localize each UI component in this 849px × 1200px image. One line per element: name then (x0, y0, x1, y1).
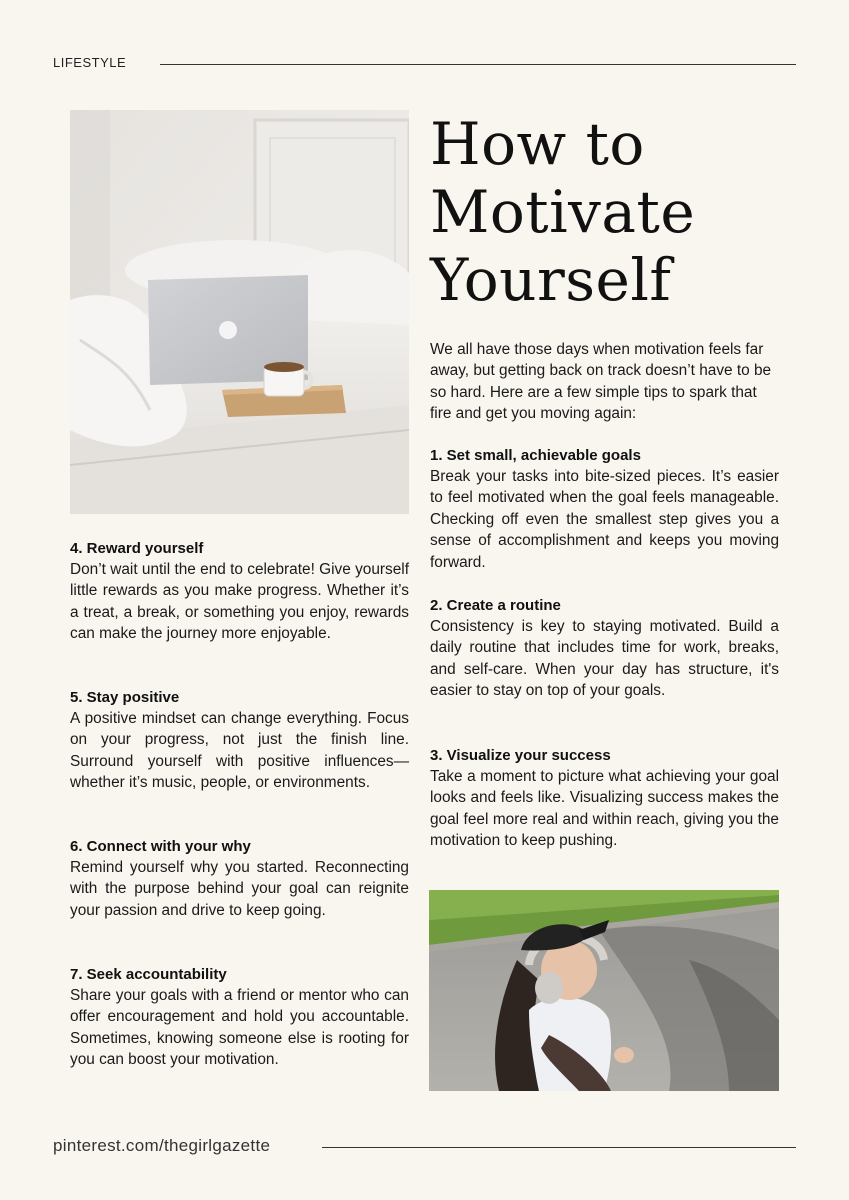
tip-body: Consistency is key to staying motivated. Build a daily routine that includes time for work, breaks, and self-care. When your day has structure, it's easier to stay on top of your goals. (430, 618, 779, 700)
tip-heading: 6. Connect with your why (70, 838, 251, 855)
footer-source-url[interactable]: pinterest.com/thegirlgazette (53, 1136, 271, 1155)
tip-5 (70, 687, 409, 794)
intro-paragraph: We all have those days when motivation feels far away, but getting back on track doesn’t have to be so hard. Here are a few simple tips to spark that fire and get you moving again: (430, 341, 772, 423)
tip-body: Don’t wait until the end to celebrate! Give yourself little rewards as you make progress. Whether it’s a treat, a break, or something you enjoy, rewards can make the journey more enjoyable. (70, 561, 409, 643)
title-line-1: How to (430, 110, 645, 178)
section-label: LIFESTYLE (53, 55, 127, 70)
tip-heading: 5. Stay positive (70, 689, 180, 706)
tip-body: A positive mindset can change everything. Focus on your progress, not just the finish line. Surround yourself with positive influences—whether it’s music, people, or environments. (70, 710, 409, 792)
bed-laptop-photo (70, 110, 409, 514)
tip-2 (430, 595, 779, 702)
tip-heading: 1. Set small, achievable goals (430, 447, 641, 464)
tip-heading: 4. Reward yourself (70, 540, 204, 557)
tip-3 (430, 745, 779, 852)
tip-heading: 7. Seek accountability (70, 966, 227, 983)
title-line-3: Yourself (430, 246, 672, 314)
title-line-2: Motivate (430, 178, 696, 246)
tip-6 (70, 836, 409, 921)
tip-heading: 2. Create a routine (430, 597, 561, 614)
article-title (430, 110, 760, 314)
tip-heading: 3. Visualize your success (430, 747, 611, 764)
tip-body: Break your tasks into bite-sized pieces. It’s easier to feel motivated when the goal feels manageable. Checking off even the smallest step gives you a sense of accomplishment and keeps you moving forward. (430, 468, 779, 571)
tip-7 (70, 964, 409, 1071)
tip-body: Remind yourself why you started. Reconnecting with the purpose behind your goal can reignite your passion and drive to keep going. (70, 859, 409, 919)
tip-body: Take a moment to picture what achieving your goal looks and feels like. Visualizing success makes the goal feel more real and within reach, giving you the motivation to keep pushing. (430, 768, 779, 850)
tip-body: Share your goals with a friend or mentor who can offer encouragement and hold you accountable. Sometimes, knowing someone else is rooting for you can boost your motivation. (70, 987, 409, 1069)
walking-selfie-photo (429, 890, 779, 1091)
tip-4 (70, 538, 409, 645)
footer-divider (322, 1147, 796, 1148)
header-divider (160, 64, 796, 65)
tip-1 (430, 445, 779, 573)
